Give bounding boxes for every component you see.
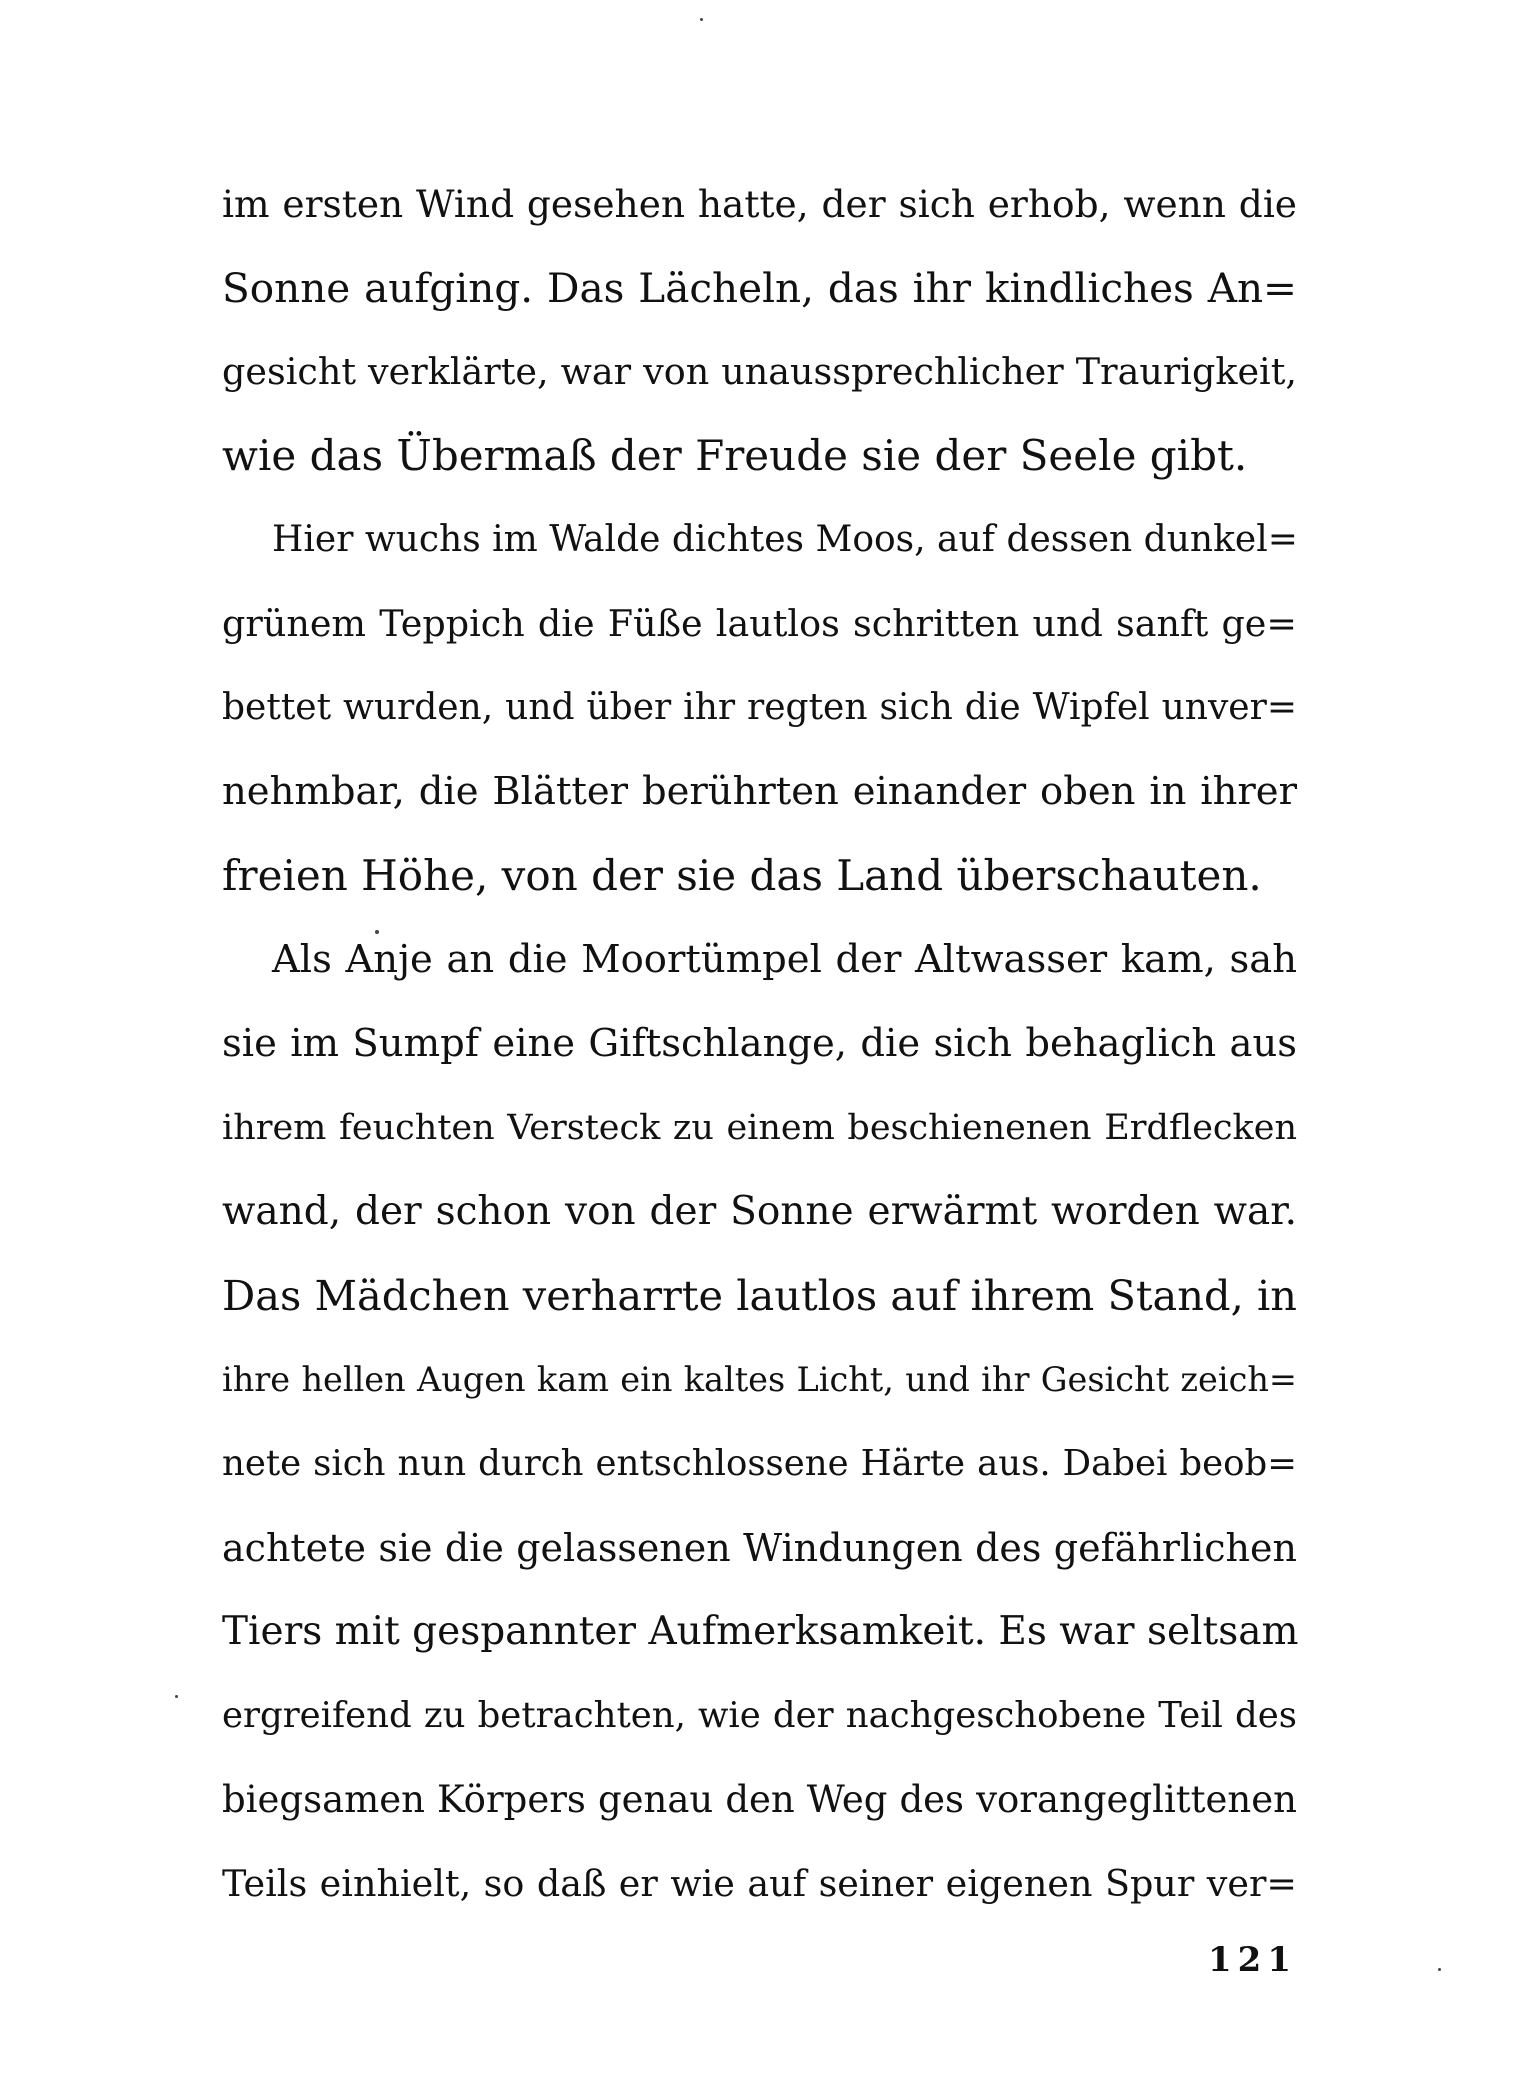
page-number: 121	[1208, 1940, 1297, 1980]
scan-speck	[375, 930, 379, 934]
text-line: wand, der schon von der Sonne erwärmt worden war.	[222, 1189, 1297, 1234]
text-line: im ersten Wind gesehen hatte, der sich erhob, wenn die	[222, 182, 1297, 226]
scan-speck	[1438, 1968, 1441, 1971]
text-line: ergreifend zu betrachten, wie der nachgeschobene Teil des	[222, 1695, 1297, 1736]
text-line: sie im Sumpf eine Giftschlange, die sich behaglich aus	[222, 1021, 1297, 1066]
text-line: nete sich nun durch entschlossene Härte aus. Dabei beob=	[222, 1443, 1297, 1484]
scan-speck	[175, 1695, 178, 1698]
text-line: Teils einhielt, so daß er wie auf seiner eigenen Spur ver=	[222, 1862, 1297, 1905]
text-line: ihre hellen Augen kam ein kaltes Licht, und ihr Gesicht zeich=	[222, 1360, 1297, 1399]
scan-speck	[700, 18, 703, 21]
text-line: wie das Übermaß der Freude sie der Seele gibt.	[222, 431, 1248, 480]
text-line: biegsamen Körpers genau den Weg des vorangeglittenen	[222, 1778, 1297, 1821]
text-line: Als Anje an die Moortümpel der Altwasser kam, sah	[272, 937, 1297, 982]
text-line: gesicht verklärte, war von unaussprechlicher Traurigkeit,	[222, 350, 1297, 393]
text-line: nehmbar, die Blätter berührten einander oben in ihrer	[222, 769, 1297, 814]
text-line: freien Höhe, von der sie das Land überschauten.	[222, 851, 1262, 900]
text-line: bettet wurden, und über ihr regten sich die Wipfel unver=	[222, 687, 1297, 728]
text-line: Tiers mit gespannter Aufmerksamkeit. Es war seltsam	[222, 1609, 1299, 1654]
text-line: Sonne aufging. Das Lächeln, das ihr kindliches An=	[222, 264, 1297, 312]
text-line: achtete sie die gelassenen Windungen des gefährlichen	[222, 1526, 1297, 1570]
text-line: grünem Teppich die Füße lautlos schritten und sanft ge=	[222, 602, 1297, 645]
text-line: ihrem feuchten Versteck zu einem beschienenen Erdflecken	[222, 1108, 1297, 1148]
text-line: Hier wuchs im Walde dichtes Moos, auf dessen dunkel=	[272, 519, 1298, 560]
text-line: Das Mädchen verharrte lautlos auf ihrem Stand, in	[222, 1271, 1297, 1320]
